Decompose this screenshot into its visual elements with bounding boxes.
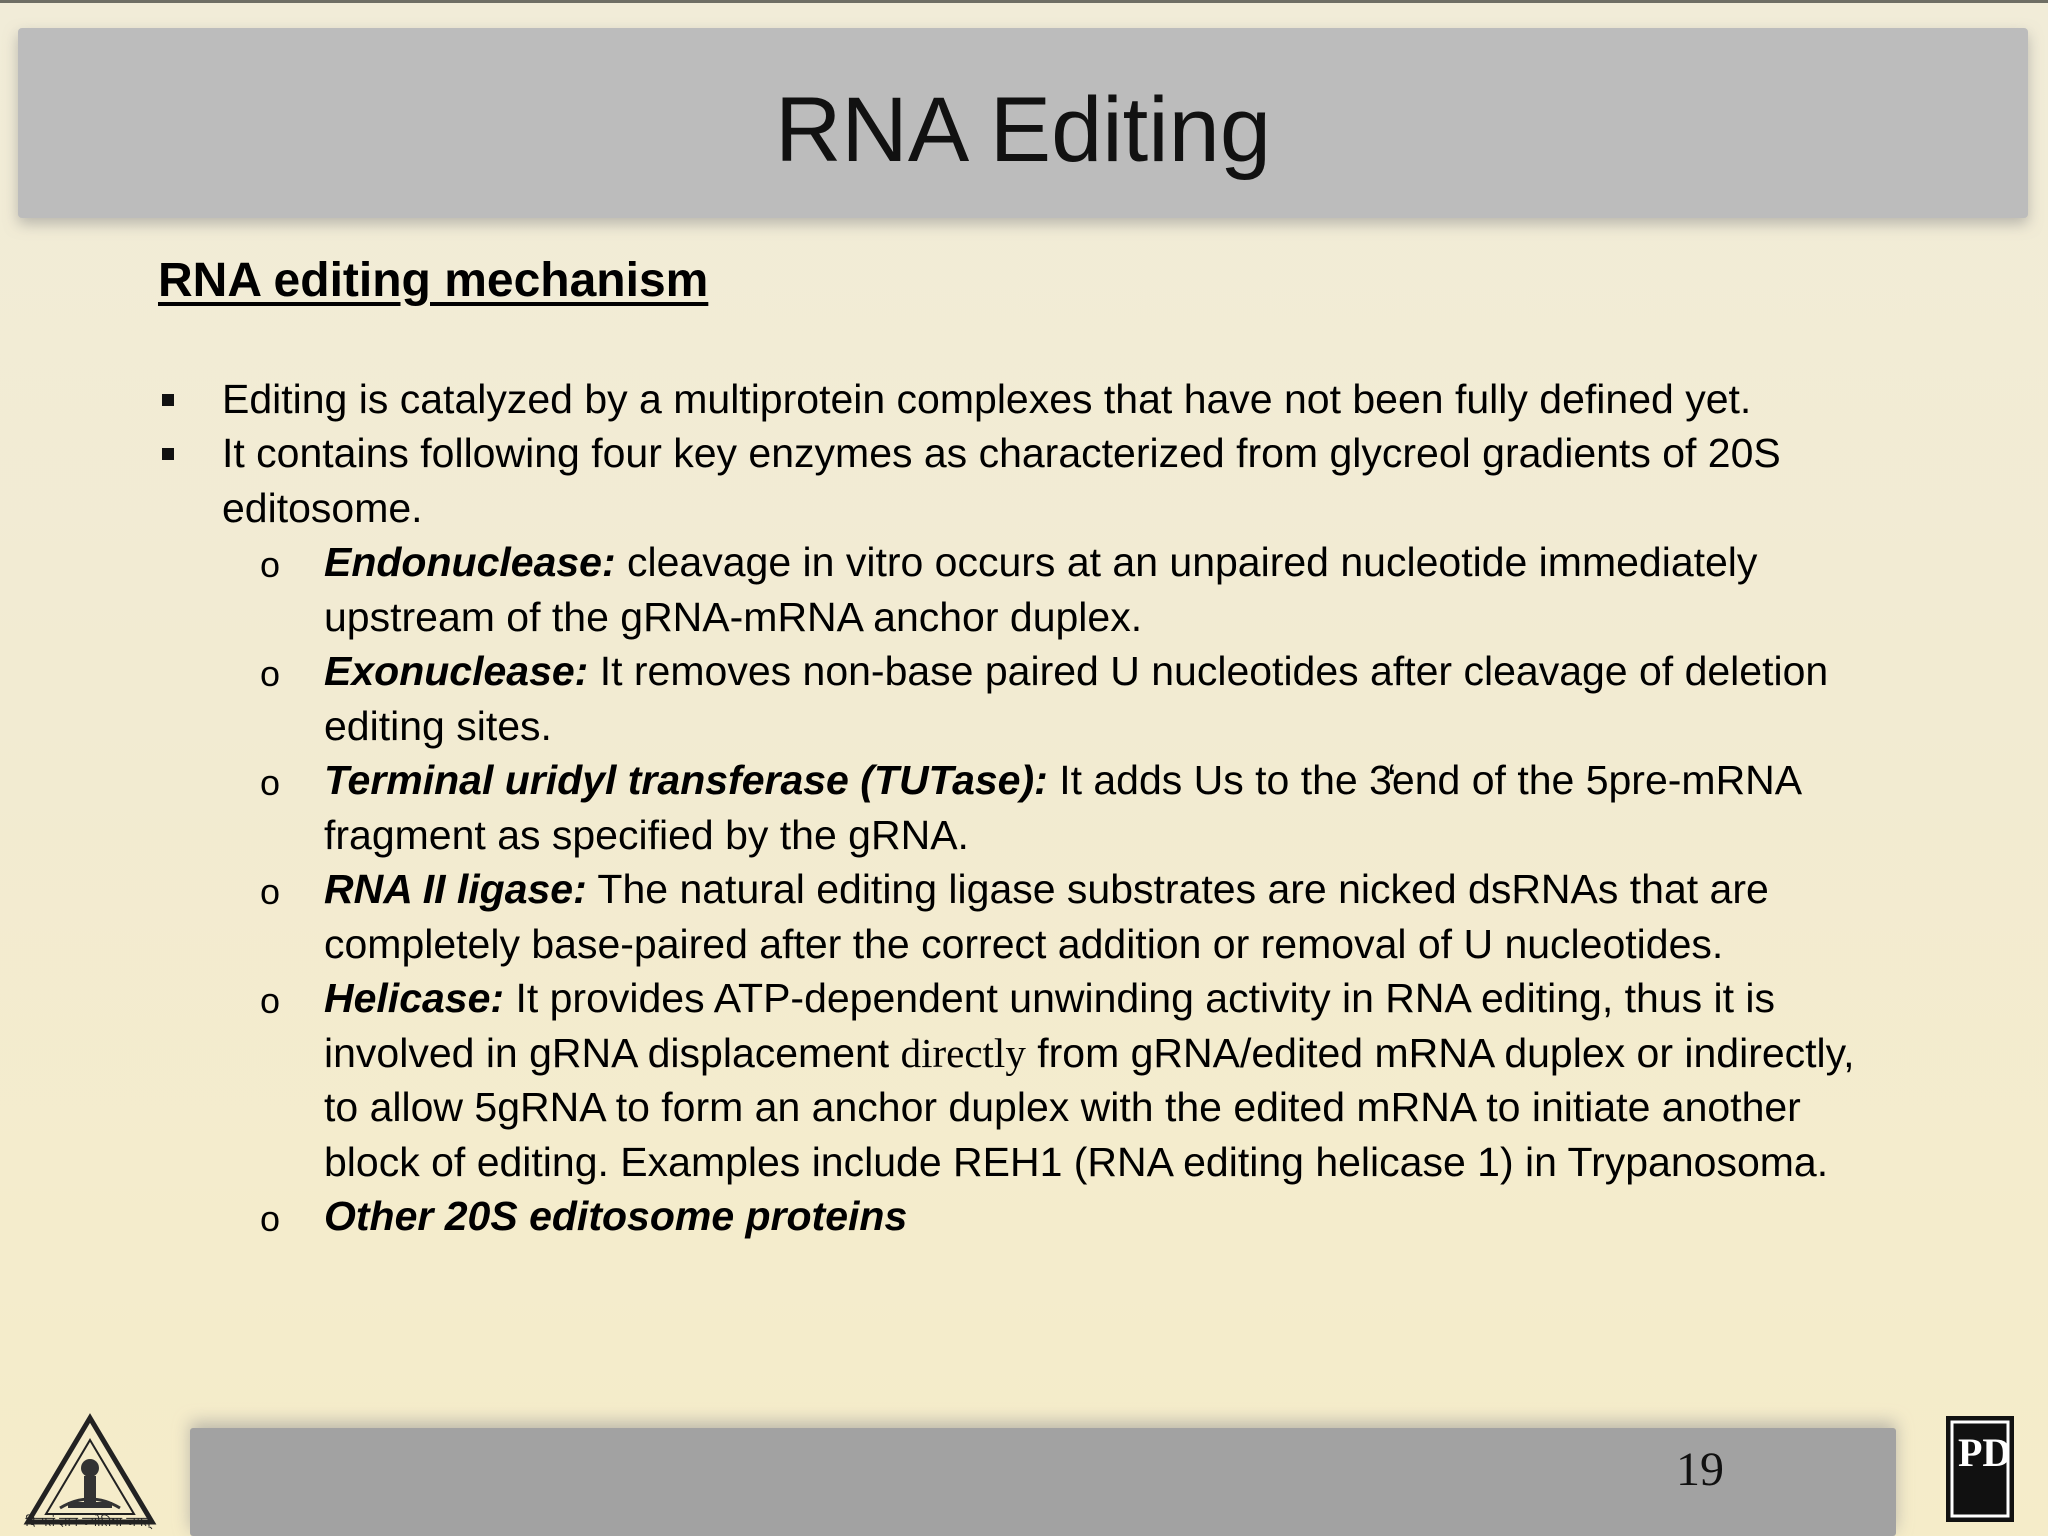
square-bullet-icon bbox=[162, 448, 174, 460]
enzyme-item-ligase bbox=[158, 862, 1898, 971]
bullet-text: It contains following four key enzymes as characterized from glycreol gradients of 20S editosome. bbox=[222, 430, 1781, 531]
circle-bullet-icon: o bbox=[260, 653, 281, 695]
enzyme-item-other bbox=[158, 1189, 1898, 1244]
enzyme-item-helicase bbox=[158, 971, 1898, 1189]
circle-bullet-icon: o bbox=[260, 544, 281, 586]
footer-bar bbox=[190, 1428, 1896, 1536]
enzyme-term: Endonuclease: bbox=[324, 539, 616, 586]
enzyme-term: Other 20S editosome proteins bbox=[324, 1193, 908, 1240]
enzyme-item-tutase bbox=[158, 753, 1898, 862]
bullet-item bbox=[158, 372, 1898, 427]
pd-logo-icon bbox=[1944, 1414, 2016, 1524]
bullet-item bbox=[158, 426, 1898, 1244]
enzyme-description-serif-word: directly bbox=[900, 1029, 1026, 1076]
enzyme-term: Exonuclease: bbox=[324, 648, 589, 695]
enzyme-description: cleavage in vitro occurs at an unpaired nucleotide immediately upstream of the gRNA-mRNA anchor duplex. bbox=[324, 539, 1758, 640]
enzyme-description-part: from gRNA/edited mRNA duplex or indirectly, to allow 5gRNA to form an anchor duplex with the edited mRNA to initiate another block of editing. Examples include REH1 (RNA editing helicase 1) in Trypanosoma. bbox=[324, 1029, 1855, 1185]
slide-title: RNA Editing bbox=[774, 79, 1272, 181]
circle-bullet-icon: o bbox=[260, 980, 281, 1022]
enzyme-term: RNA II ligase: bbox=[324, 866, 587, 913]
enzyme-description: It removes non-base paired U nucleotides after cleavage of deletion editing sites. bbox=[324, 648, 1829, 749]
enzyme-term: Terminal uridyl transferase (TUTase): bbox=[324, 757, 1048, 804]
institution-logo-caption: दिव्यतं ज्ञान ज्योतिषा जगत् bbox=[25, 1515, 151, 1530]
circle-bullet-icon: o bbox=[260, 1198, 281, 1240]
title-bar bbox=[18, 28, 2028, 218]
section-heading: RNA editing mechanism bbox=[158, 254, 709, 307]
enzyme-description: It adds Us to the 3̒end of the 5pre-mRNA fragment as specified by the gRNA. bbox=[324, 757, 1800, 858]
pd-logo-letters: PD bbox=[1958, 1430, 2012, 1475]
square-bullet-icon bbox=[162, 394, 174, 406]
top-rule bbox=[0, 0, 2048, 3]
enzyme-description-part: It provides ATP-dependent unwinding activity in RNA editing, thus it is involved in gRNA displacement bbox=[324, 975, 1775, 1076]
enzyme-list bbox=[158, 535, 1898, 1244]
page-number: 19 bbox=[1676, 1443, 1724, 1496]
slide-content bbox=[158, 252, 1898, 1244]
circle-bullet-icon: o bbox=[260, 871, 281, 913]
bullet-text: Editing is catalyzed by a multiprotein complexes that have not been fully defined yet. bbox=[222, 375, 1752, 422]
bullet-list bbox=[158, 372, 1898, 1244]
enzyme-description: The natural editing ligase substrates are nicked dsRNAs that are completely base-paired after the correct addition or removal of U nucleotides. bbox=[324, 866, 1769, 967]
enzyme-item-exonuclease bbox=[158, 644, 1898, 753]
enzyme-item-endonuclease bbox=[158, 535, 1898, 644]
circle-bullet-icon: o bbox=[260, 762, 281, 804]
enzyme-term: Helicase: bbox=[324, 975, 505, 1022]
